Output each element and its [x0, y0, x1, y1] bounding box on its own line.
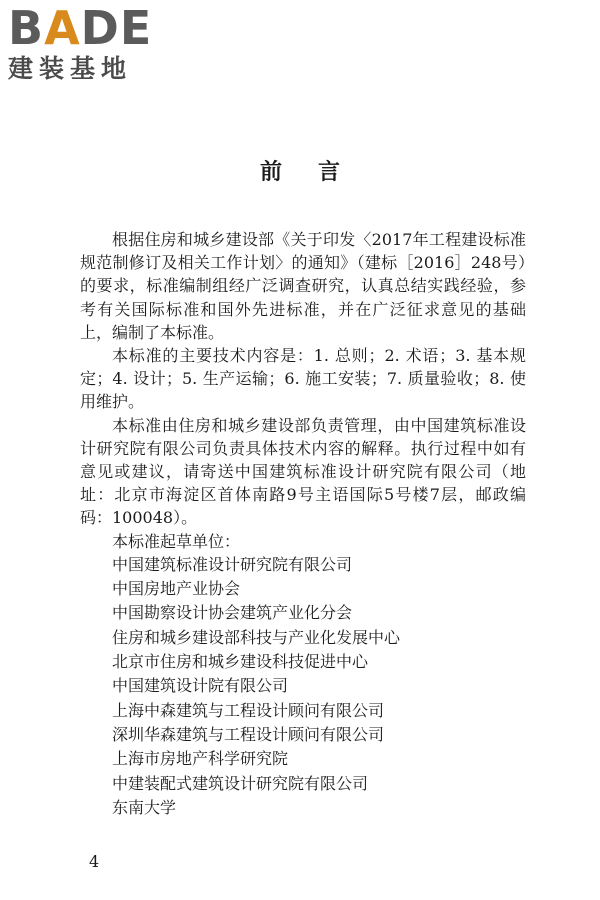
logo-letter-a: A [44, 1, 81, 55]
paragraph-management: 本标准由住房和城乡建设部负责管理，由中国建筑标准设计研究院有限公司负责具体技术内容的解释。执行过程中如有意见或建议，请寄送中国建筑标准设计研究院有限公司（地址：北京市海淀区首体南路9号主语国际5号楼7层，邮政编码：100048）。 [80, 415, 526, 528]
paragraph-background: 根据住房和城乡建设部《关于印发〈2017年工程建设标准规范制修订及相关工作计划〉的通知》（建标［2016］248号）的要求，标准编制组经广泛调查研究，认真总结实践经验，参考有关国际标准和国外先进标准，并在广泛征求意见的基础上，编制了本标准。 [80, 230, 526, 342]
logo-wordmark [8, 1, 178, 55]
list-item: 住房和城乡建设部科技与产业化发展中心 [112, 627, 401, 647]
logo-letter-b: B [8, 1, 45, 55]
bade-logo [8, 1, 178, 88]
list-item: 中国建筑标准设计研究院有限公司 [112, 554, 353, 574]
drafting-units-heading: 本标准起草单位： [112, 531, 241, 551]
page-title: 前言 [259, 159, 376, 185]
list-item: 上海中森建筑与工程设计顾问有限公司 [112, 700, 385, 720]
preface-body [80, 228, 526, 820]
list-item: 深圳华森建筑与工程设计顾问有限公司 [112, 724, 385, 744]
list-item: 中国房地产业协会 [112, 579, 241, 599]
list-item: 中建装配式建筑设计研究院有限公司 [112, 773, 369, 793]
list-item: 中国建筑设计院有限公司 [112, 676, 289, 696]
list-item: 中国勘察设计协会建筑产业化分会 [112, 603, 353, 623]
list-item: 东南大学 [112, 797, 177, 817]
logo-letters-de: DE [80, 1, 153, 55]
logo-tagline: 建装基地 [8, 54, 133, 83]
list-item: 北京市住房和城乡建设科技促进中心 [112, 652, 369, 672]
paragraph-technical-contents: 本标准的主要技术内容是：1. 总则；2. 术语；3. 基本规定；4. 设计；5. 生产运输；6. 施工安装；7. 质量验收；8. 使用维护。 [80, 346, 526, 412]
page-number: 4 [89, 852, 100, 871]
drafting-units-list [80, 553, 526, 820]
list-item: 上海市房地产科学研究院 [112, 749, 289, 769]
